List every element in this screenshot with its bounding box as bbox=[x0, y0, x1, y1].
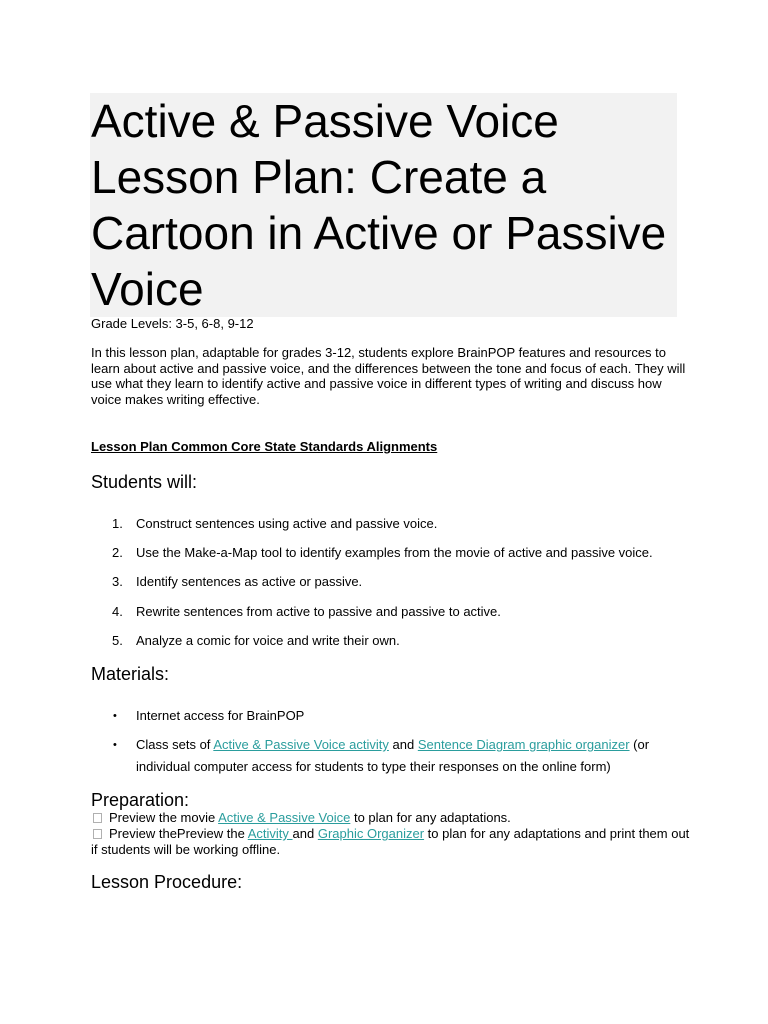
checkbox-icon bbox=[93, 829, 102, 839]
bullet-icon: • bbox=[113, 739, 117, 751]
list-number: 4. bbox=[112, 603, 123, 619]
objectives-list bbox=[91, 513, 691, 659]
materials-item-text: Class sets of bbox=[136, 737, 214, 752]
list-text: Rewrite sentences from active to passive and passive to active. bbox=[136, 603, 501, 619]
list-number: 2. bbox=[112, 545, 123, 561]
students-will-heading: Students will: bbox=[91, 472, 198, 492]
checkbox-icon bbox=[93, 813, 102, 823]
preparation-text: Preview thePreview the bbox=[109, 826, 248, 841]
list-text: Identify sentences as active or passive. bbox=[136, 574, 363, 590]
materials-item-text: and bbox=[388, 737, 418, 752]
intro-paragraph: In this lesson plan, adaptable for grades 3-12, students explore BrainPOP features and resources to learn about active and passive voice, and the differences between the tone and focus of each. They will use what they learn to identify active and passive voice in different types of writing and discuss how voice makes writing effective. bbox=[91, 345, 686, 407]
graphic-organizer-link[interactable]: Graphic Organizer bbox=[317, 826, 425, 841]
list-number: 1. bbox=[112, 516, 123, 531]
activity-link[interactable]: Activity bbox=[247, 826, 293, 841]
preparation-text: and bbox=[292, 826, 318, 841]
list-item bbox=[91, 734, 691, 778]
list-item bbox=[91, 542, 691, 571]
activity-link[interactable]: Active & Passive Voice activity bbox=[213, 737, 389, 752]
lesson-procedure-heading: Lesson Procedure: bbox=[91, 872, 243, 892]
materials-list bbox=[91, 705, 691, 785]
movie-link[interactable]: Active & Passive Voice bbox=[218, 810, 351, 825]
graphic-organizer-link[interactable]: Sentence Diagram graphic organizer bbox=[417, 737, 630, 752]
bullet-icon: • bbox=[113, 710, 117, 722]
list-text: Analyze a comic for voice and write their own. bbox=[136, 632, 400, 648]
materials-item-text: (or individual computer access for students to type their responses on the online form) bbox=[136, 737, 650, 774]
list-text: Construct sentences using active and passive voice. bbox=[136, 516, 438, 531]
list-number: 5. bbox=[112, 632, 123, 648]
preparation-heading: Preparation: bbox=[91, 790, 190, 810]
grade-levels: Grade Levels: 3-5, 6-8, 9-12 bbox=[91, 316, 254, 331]
materials-heading: Materials: bbox=[91, 664, 170, 684]
list-text: Use the Make-a-Map tool to identify examples from the movie of active and passive voice. bbox=[136, 545, 653, 561]
standards-alignments-link[interactable]: Lesson Plan Common Core State Standards Alignments bbox=[91, 439, 438, 454]
preparation-item bbox=[91, 810, 691, 826]
list-item bbox=[91, 571, 691, 600]
materials-item-text: Internet access for BrainPOP bbox=[136, 708, 305, 723]
title-block bbox=[90, 93, 677, 317]
page-title: Active & Passive Voice Lesson Plan: Create a Cartoon in Active or Passive Voice bbox=[91, 95, 667, 315]
preparation-item bbox=[91, 826, 691, 858]
preparation-text: Preview the movie bbox=[109, 810, 219, 825]
list-item bbox=[91, 513, 691, 542]
list-item bbox=[91, 630, 691, 659]
list-item bbox=[91, 705, 691, 727]
preparation-list bbox=[91, 810, 691, 858]
preparation-text: to plan for any adaptations. bbox=[350, 810, 511, 825]
list-number: 3. bbox=[112, 574, 123, 590]
list-item bbox=[91, 601, 691, 630]
preparation-text: to plan for any adaptations and print them out if students will be working offline. bbox=[91, 826, 690, 857]
